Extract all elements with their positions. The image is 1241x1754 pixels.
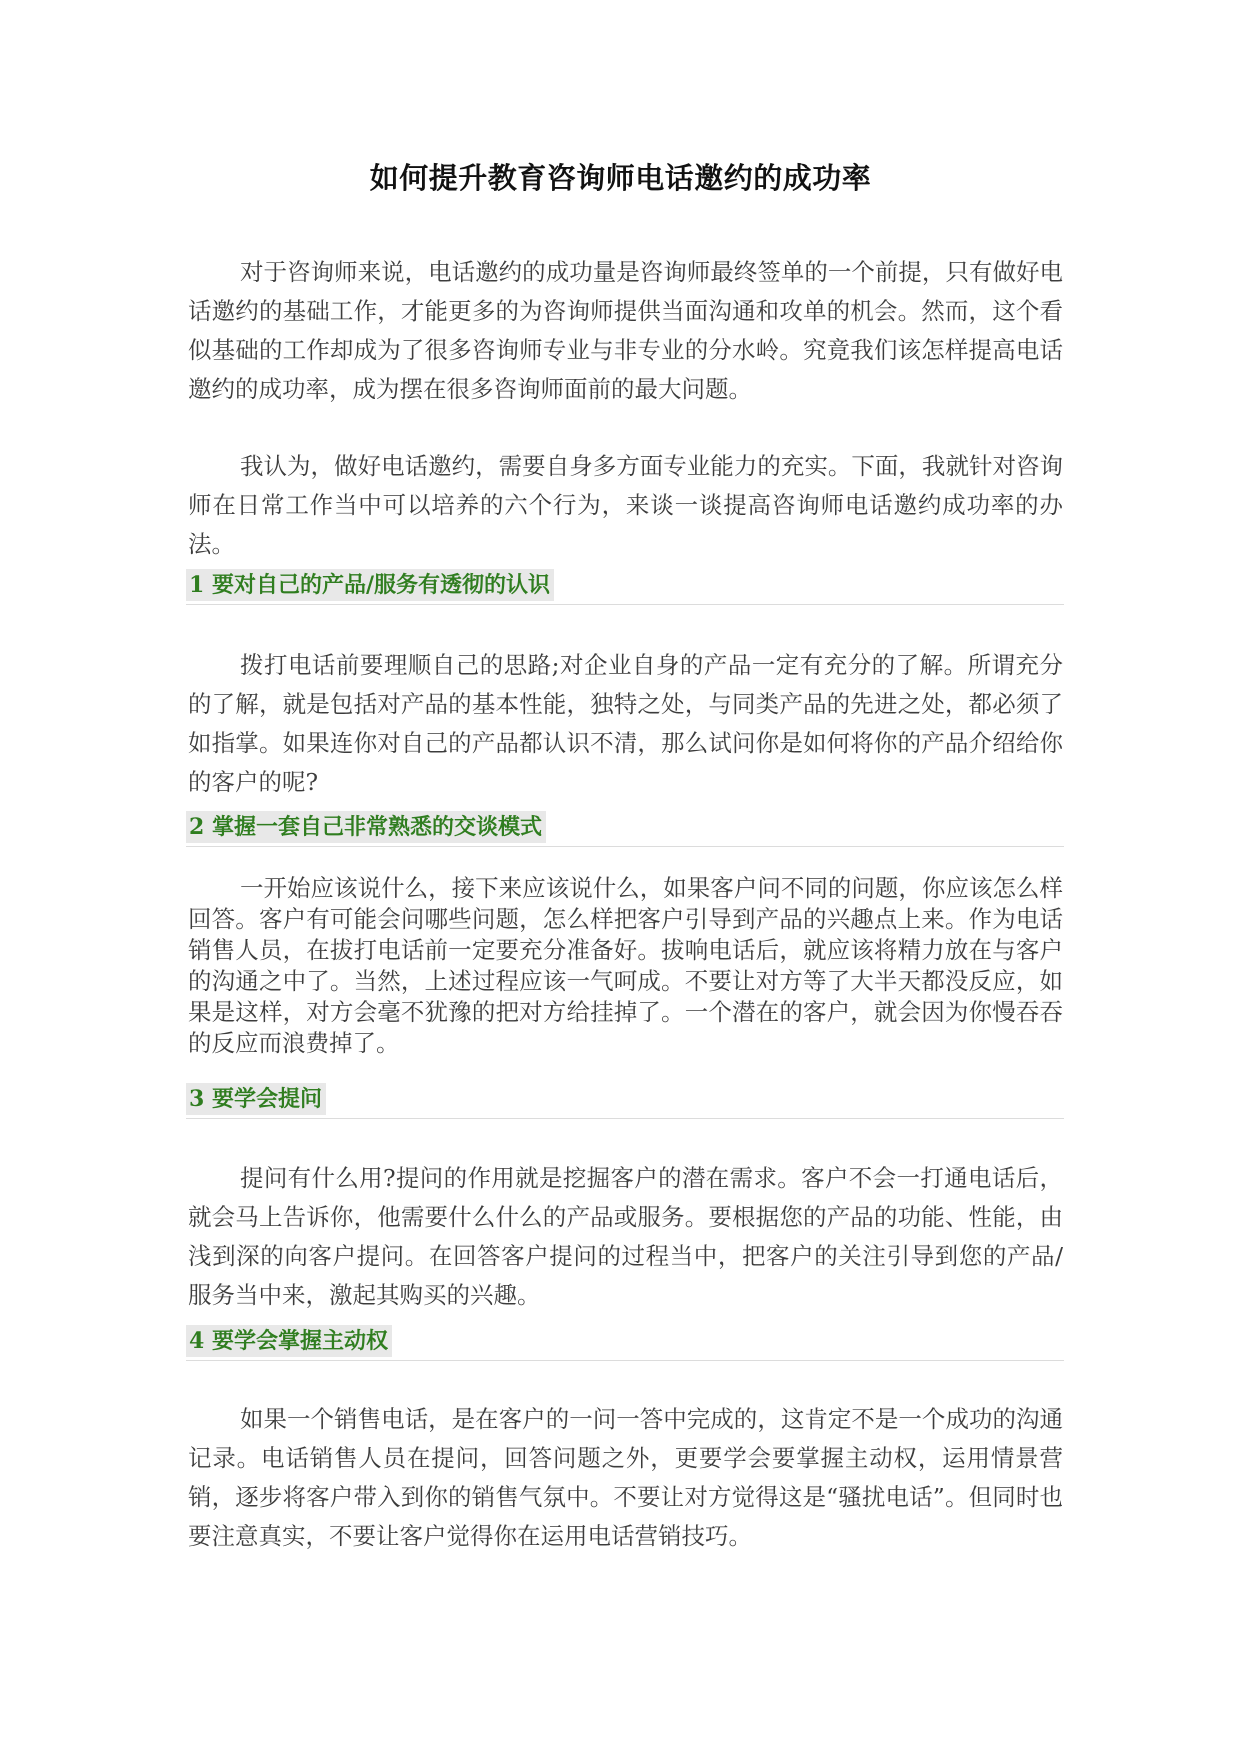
section-body-1: 拨打电话前要理顺自己的思路;对企业自身的产品一定有充分的了解。所谓充分的了解，就是包括对产品的基本性能，独特之处，与同类产品的先进之处，都必须了如指掌。如果连你对自己的产品都认识不清，那么试问你是如何将你的产品介绍给你的客户的呢? [188,651,1063,796]
section-heading-3 [186,1080,1064,1119]
section-heading-1 [186,566,1064,605]
section-heading-1-label: 1 要对自己的产品/服务有透彻的认识 [186,569,554,601]
intro-paragraph-1: 对于咨询师来说，电话邀约的成功量是咨询师最终签单的一个前提，只有做好电话邀约的基础工作，才能更多的为咨询师提供当面沟通和攻单的机会。然而，这个看似基础的工作却成为了很多咨询师专业与非专业的分水岭。究竟我们该怎样提高电话邀约的成功率，成为摆在很多咨询师面前的最大问题。 [188,258,1063,403]
section-heading-2-label: 2 掌握一套自己非常熟悉的交谈模式 [186,811,546,843]
section-heading-4 [186,1322,1064,1361]
document-title: 如何提升教育咨询师电话邀约的成功率 [369,161,872,195]
section-heading-2 [186,808,1064,847]
section-body-3: 提问有什么用?提问的作用就是挖掘客户的潜在需求。客户不会一打通电话后，就会马上告诉你，他需要什么什么的产品或服务。要根据您的产品的功能、性能，由浅到深的向客户提问。在回答客户提问的过程当中，把客户的关注引导到您的产品/服务当中来，激起其购买的兴趣。 [188,1164,1063,1309]
intro-paragraph-2: 我认为，做好电话邀约，需要自身多方面专业能力的充实。下面，我就针对咨询师在日常工作当中可以培养的六个行为，来谈一谈提高咨询师电话邀约成功率的办法。 [188,452,1063,558]
section-heading-4-label: 4 要学会掌握主动权 [186,1325,392,1357]
section-body-4: 如果一个销售电话，是在客户的一问一答中完成的，这肯定不是一个成功的沟通记录。电话销售人员在提问，回答问题之外，更要学会要掌握主动权，运用情景营销，逐步将客户带入到你的销售气氛中。不要让对方觉得这是“骚扰电话”。但同时也要注意真实，不要让客户觉得你在运用电话营销技巧。 [188,1405,1063,1550]
section-body-2: 一开始应该说什么，接下来应该说什么，如果客户问不同的问题，你应该怎么样回答。客户有可能会问哪些问题，怎么样把客户引导到产品的兴趣点上来。作为电话销售人员，在拔打电话前一定要充分准备好。拔响电话后，就应该将精力放在与客户的沟通之中了。当然，上述过程应该一气呵成。不要让对方等了大半天都没反应，如果是这样，对方会毫不犹豫的把对方给挂掉了。一个潜在的客户，就会因为你慢吞吞的反应而浪费掉了。 [188,874,1063,1057]
section-heading-3-label: 3 要学会提问 [186,1083,326,1115]
